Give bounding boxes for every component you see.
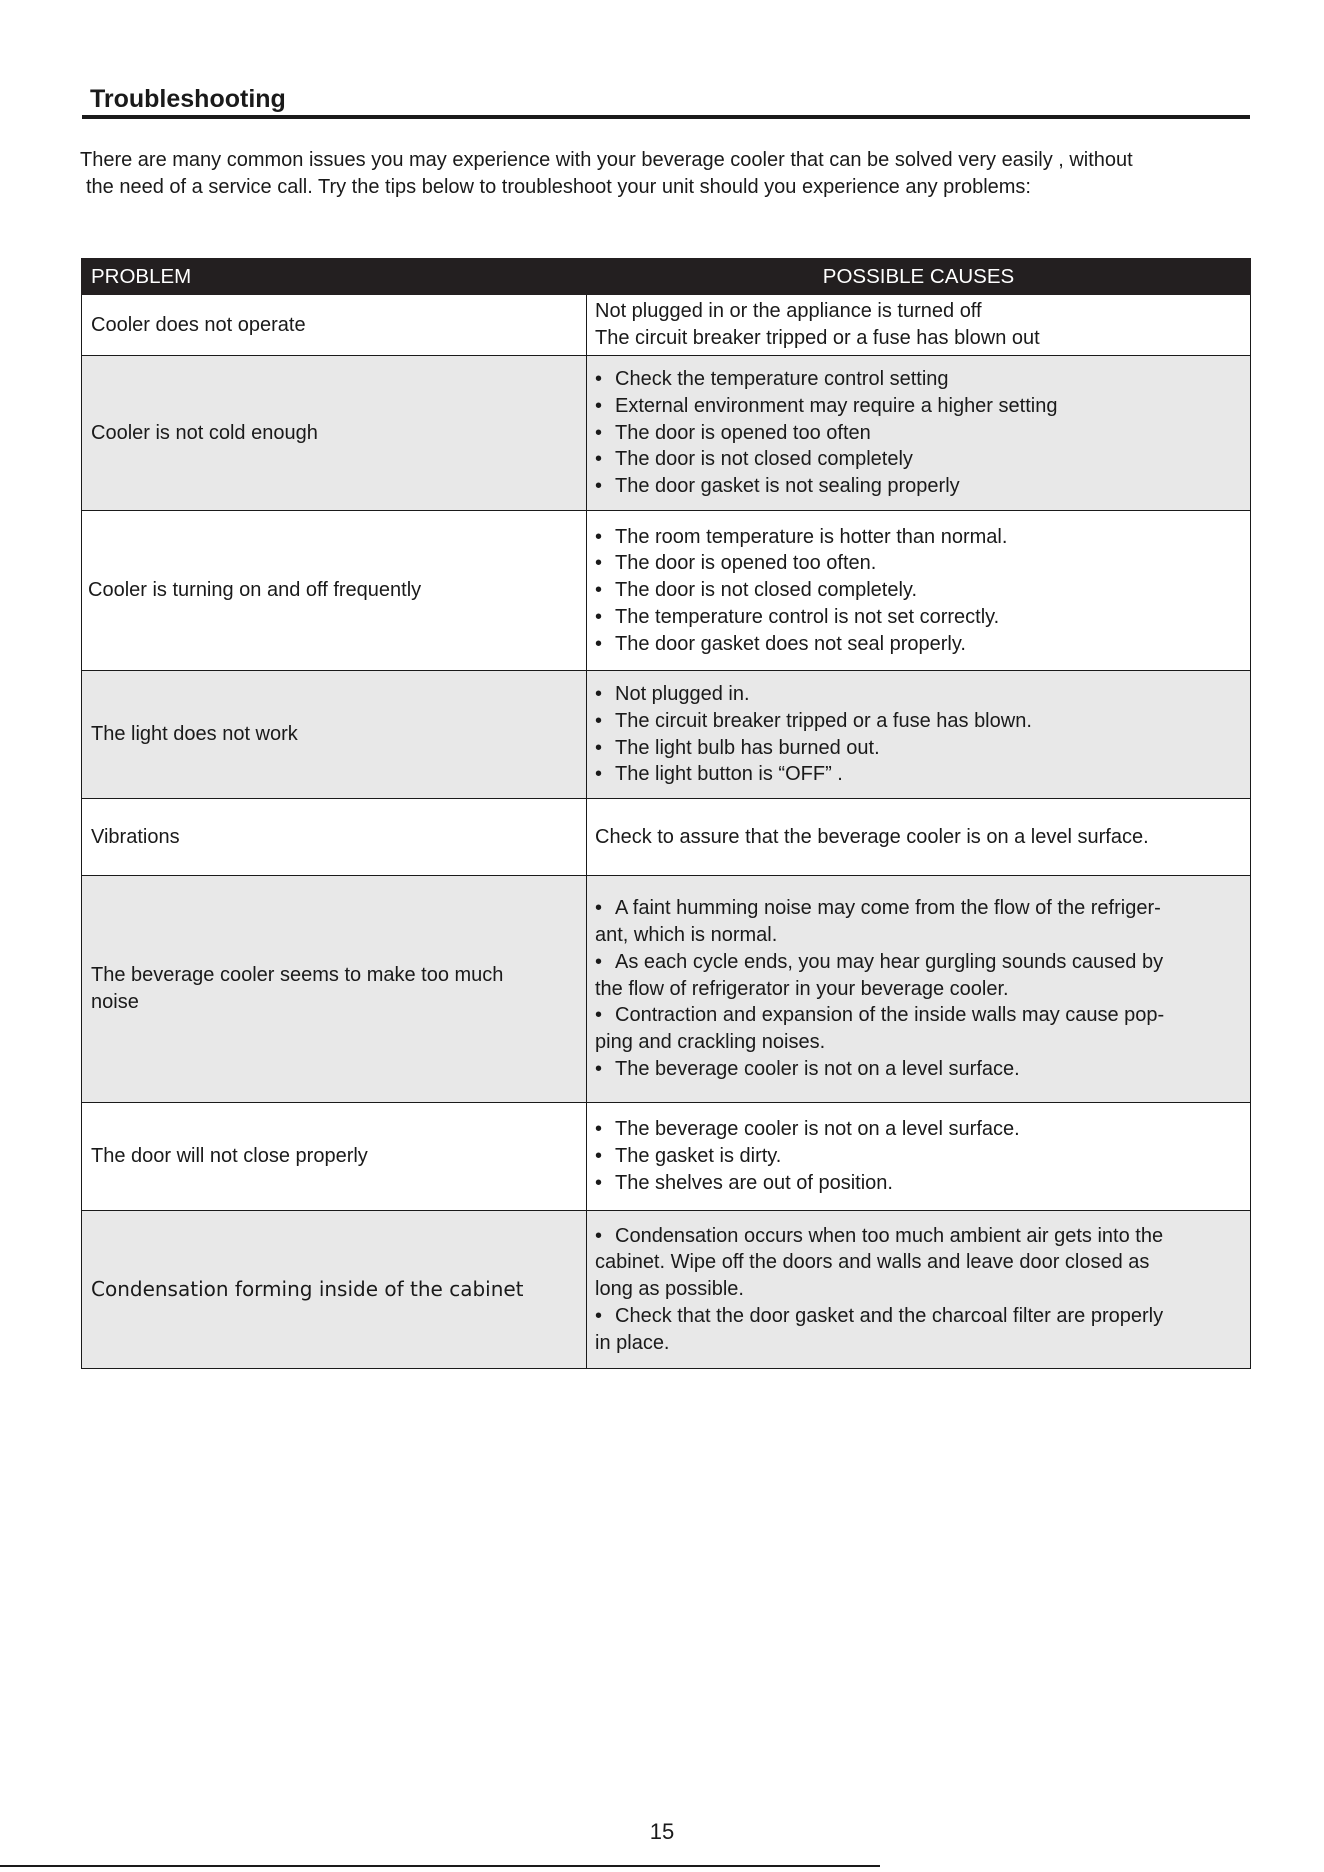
cause-line: the flow of refrigerator in your beverage cooler. [595,977,1009,1000]
table-header-row [82,259,1251,295]
intro-line-2: the need of a service call. Try the tips below to troubleshoot your unit should you experience any problems: [86,176,1031,198]
bullet-icon: • [595,421,603,444]
cause-line: Not plugged in or the appliance is turned off [595,300,982,323]
cause-line: • The door is opened too often [595,420,1244,447]
causes-cell [587,1211,1251,1369]
title-underline [82,115,1250,119]
problem-cell: Cooler is turning on and off frequently [82,511,587,671]
cause-line: • The beverage cooler is not on a level surface. [595,1116,1244,1143]
problem-cell: Cooler does not operate [82,295,587,356]
cause-line: • The door is opened too often. [595,550,1244,577]
cause-line: ant, which is normal. [595,924,778,946]
table-row [82,511,1251,671]
table-row [82,671,1251,799]
causes-cell [587,511,1251,671]
causes-cell [587,1103,1251,1211]
bullet-icon: • [595,1118,603,1141]
cause-line: • The shelves are out of position. [595,1170,1244,1197]
troubleshooting-table [81,258,1251,1369]
cause-line: • Condensation occurs when too much ambient air gets into the [595,1223,1244,1250]
problem-cell: The light does not work [82,671,587,799]
problem-line: The beverage cooler seems to make too much [91,964,504,987]
table-row [82,1211,1251,1369]
cause-line: The circuit breaker tripped or a fuse has blown out [595,327,1040,349]
bullet-icon: • [595,579,603,602]
bullet-icon: • [595,897,603,920]
causes-cell [587,799,1251,876]
problem-cell: Condensation forming inside of the cabinet [82,1211,587,1369]
bullet-icon: • [595,682,603,705]
problem-cell: Cooler is not cold enough [82,356,587,511]
bullet-icon: • [595,1145,603,1168]
problem-cell: Vibrations [82,799,587,876]
bullet-icon: • [595,1304,603,1327]
cause-line: • The light bulb has burned out. [595,735,1244,762]
causes-cell [587,671,1251,799]
intro-paragraph [80,147,1260,201]
bullet-icon: • [595,394,603,417]
cause-line: • The room temperature is hotter than normal. [595,524,1244,551]
bullet-icon: • [595,1057,603,1080]
bullet-icon: • [595,736,603,759]
cause-line: • The door gasket is not sealing properly [595,473,1244,500]
cause-line: • The circuit breaker tripped or a fuse has blown. [595,708,1244,735]
causes-column-header: POSSIBLE CAUSES [587,259,1251,295]
cause-line: • The beverage cooler is not on a level surface. [595,1056,1244,1083]
cause-line: • Not plugged in. [595,681,1244,708]
causes-cell [587,876,1251,1103]
table-row [82,356,1251,511]
footer-rule [0,1865,880,1867]
cause-line: • The temperature control is not set correctly. [595,604,1244,631]
table-row [82,295,1251,356]
bullet-icon: • [595,709,603,732]
intro-line-1: There are many common issues you may experience with your beverage cooler that can be solved very easily , without [80,149,1133,171]
cause-line: • A faint humming noise may come from the flow of the refriger- [595,895,1244,922]
problem-line: noise [91,991,139,1013]
cause-line: • As each cycle ends, you may hear gurgling sounds caused by [595,949,1244,976]
cause-line: in place. [595,1331,670,1354]
bullet-icon: • [595,448,603,471]
cause-line: long as possible. [595,1278,744,1301]
causes-cell [587,295,1251,356]
bullet-icon: • [595,1224,603,1247]
table-row [82,1103,1251,1211]
page-number: 15 [649,1819,675,1844]
bullet-icon: • [595,950,603,973]
bullet-icon: • [595,475,603,498]
bullet-icon: • [595,525,603,548]
problem-column-header: PROBLEM [82,259,587,295]
cause-line: • The door gasket does not seal properly. [595,631,1244,658]
bullet-icon: • [595,632,603,655]
cause-line: • Contraction and expansion of the inside walls may cause pop- [595,1002,1244,1029]
table-row [82,876,1251,1103]
problem-cell [82,876,587,1103]
bullet-icon: • [595,1004,603,1027]
bullet-icon: • [595,763,603,786]
cause-line: • Check the temperature control setting [595,366,1244,393]
bullet-icon: • [595,605,603,628]
cause-line: cabinet. Wipe off the doors and walls and leave door closed as [595,1251,1150,1274]
page-title: Troubleshooting [90,85,286,113]
cause-line: • External environment may require a higher setting [595,393,1244,420]
bullet-icon: • [595,552,603,575]
bullet-icon: • [595,368,603,390]
problem-cell: The door will not close properly [82,1103,587,1211]
table-row [82,799,1251,876]
cause-line: • The gasket is dirty. [595,1143,1244,1170]
cause-line: Check to assure that the beverage cooler is on a level surface. [595,825,1149,848]
causes-cell [587,356,1251,511]
cause-line: • The light button is “OFF” . [595,761,1244,788]
cause-line: • The door is not closed completely [595,446,1244,473]
cause-line: • The door is not closed completely. [595,577,1244,604]
bullet-icon: • [595,1171,603,1194]
cause-line: ping and crackling noises. [595,1031,826,1054]
cause-line: • Check that the door gasket and the charcoal filter are properly [595,1303,1244,1330]
